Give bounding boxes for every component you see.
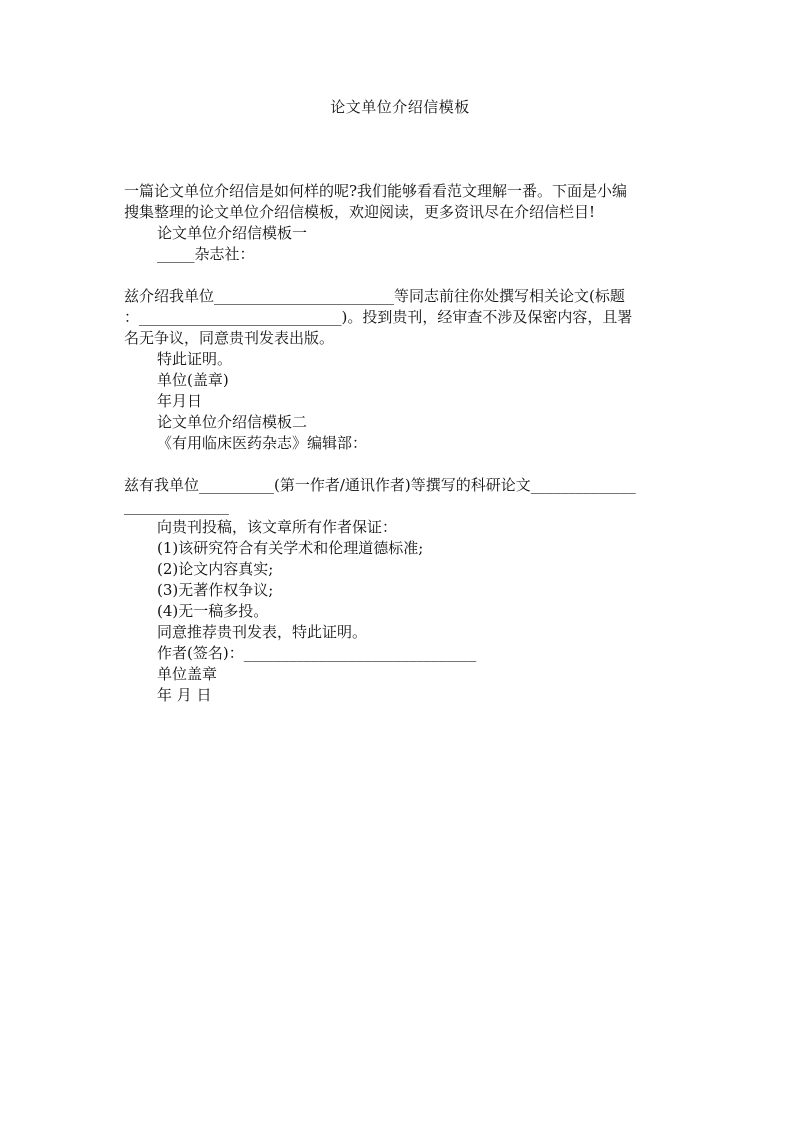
template2-author-sign: 作者(签名)：_______________________________ [157,644,477,662]
intro-line: 搜集整理的论文单位介绍信模板，欢迎阅读，更多资讯尽在介绍信栏目! [124,203,596,221]
template2-item: (1)该研究符合有关学术和伦理道德标准; [157,539,424,557]
template1-addressee: _____杂志社： [157,245,255,263]
template2-item: (4)无一稿多投。 [157,602,269,620]
template2-body-line: ______________ [124,497,229,515]
template2-addressee: 《有用临床医药杂志》编辑部： [157,434,368,452]
template1-body-line: ：___________________________)。投到贵刊，经审查不涉及保密内容，且署 [124,308,633,326]
template1-heading: 论文单位介绍信模板一 [157,224,308,242]
template1-unit: 单位(盖章) [157,371,229,389]
template2-guarantee-intro: 向贵刊投稿，该文章所有作者保证： [157,518,398,536]
template2-body-line: 兹有我单位__________(第一作者/通讯作者)等撰写的科研论文______________ [124,476,636,494]
page-title: 论文单位介绍信模板 [330,98,470,116]
template2-heading: 论文单位介绍信模板二 [157,413,308,431]
spacer [124,265,670,286]
intro-line: 一篇论文单位介绍信是如何样的呢?我们能够看看范文理解一番。下面是小编 [124,182,628,200]
spacer [124,454,670,475]
template2-item: (3)无著作权争议; [157,581,274,599]
template1-body-line: 名无争议，同意贵刊发表出版。 [124,329,335,347]
template1-body-line: 兹介绍我单位________________________等同志前往你处撰写相关论文(标题 [124,287,625,305]
template2-date: 年 月 日 [157,686,212,704]
template2-item: (2)论文内容真实; [157,560,274,578]
template1-certify: 特此证明。 [157,350,233,368]
template2-recommend: 同意推荐贵刊发表，特此证明。 [157,623,368,641]
template1-date: 年月日 [157,392,203,410]
document-body [124,181,670,706]
template2-unit-seal: 单位盖章 [157,665,218,683]
